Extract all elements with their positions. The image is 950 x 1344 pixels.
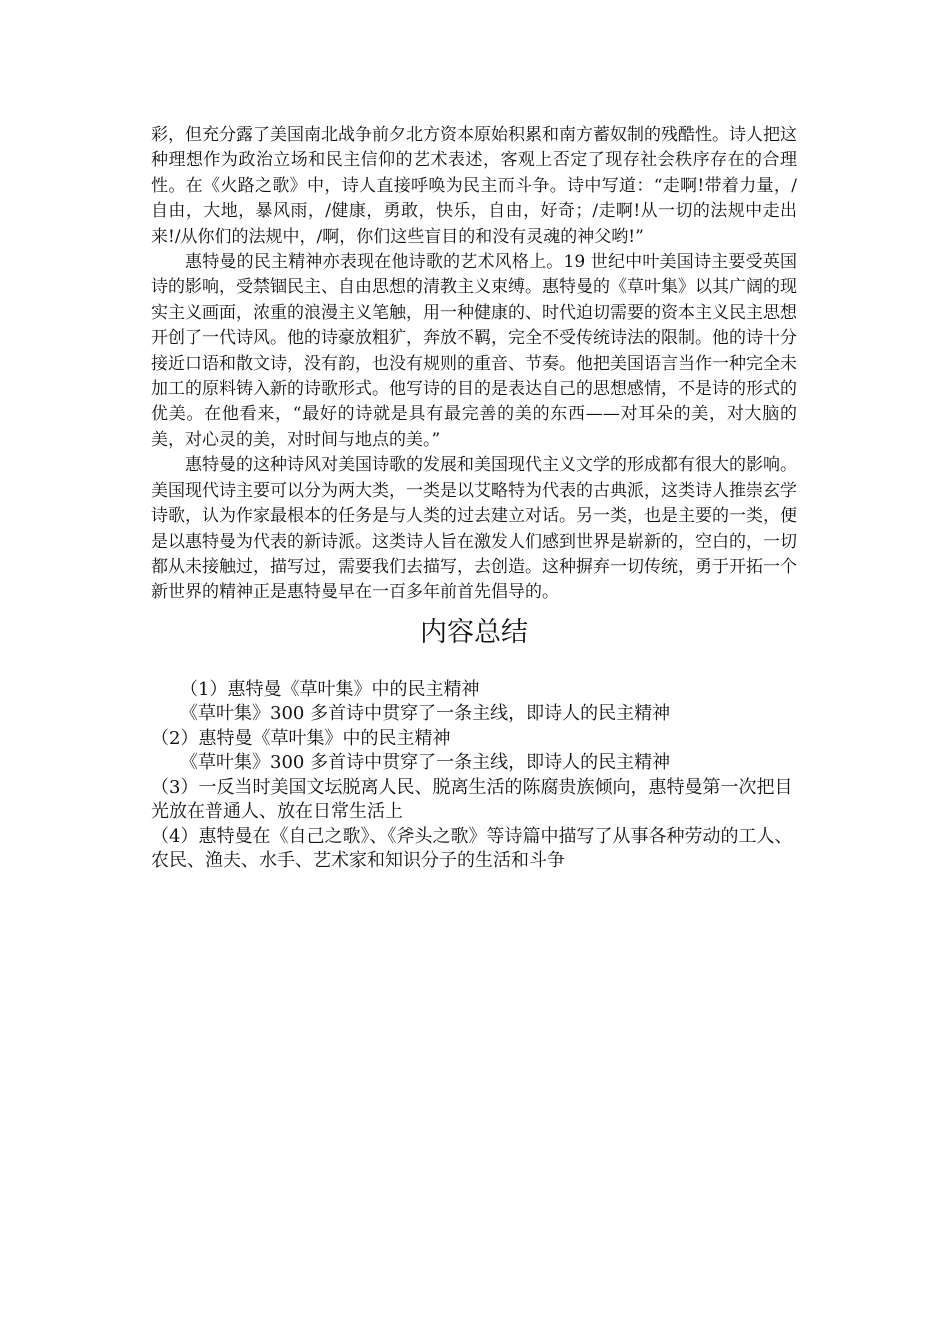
body-text: [151, 123, 797, 606]
summary-item-2-detail: 《草叶集》300 多首诗中贯穿了一条主线，即诗人的民主精神: [180, 752, 671, 774]
paragraph-2: 惠特曼的民主精神亦表现在他诗歌的艺术风格上。19 世纪中叶美国诗主要受英国诗的影响，受禁锢民主、自由思想的清教主义束缚。惠特曼的《草叶集》以其广阔的现实主义画面，浓重的浪漫主义笔触，用一种健康的、时代迫切需要的资本主义民主思想开创了一代诗风。他的诗豪放粗犷，奔放不羁，完全不受传统诗法的限制。他的诗十分接近口语和散文诗，没有韵，也没有规则的重音、节奏。他把美国语言当作一种完全未加工的原料铸入新的诗歌形式。他写诗的目的是表达自己的思想感情，不是诗的形式的优美。在他看来，“最好的诗就是具有最完善的美的东西——对耳朵的美，对大脑的美，对心灵的美，对时间与地点的美。”: [151, 252, 797, 450]
paragraph-3: 惠特曼的这种诗风对美国诗歌的发展和美国现代主义文学的形成都有很大的影响。美国现代诗主要可以分为两大类，一类是以艾略特为代表的古典派，这类诗人推崇玄学诗歌，认为作家最根本的任务是与人类的过去建立对话。另一类，也是主要的一类，便是以惠特曼为代表的新诗派。这类诗人旨在激发人们感到世界是崭新的，空白的，一切都从未接触过，描写过，需要我们去描写，去创造。这种摒弃一切传统，勇于开拓一个新世界的精神正是惠特曼早在一百多年前首先倡导的。: [151, 455, 797, 603]
summary-item-3: （3）一反当时美国文坛脱离人民、脱离生活的陈腐贵族倾向，惠特曼第一次把目光放在普通人、放在日常生活上: [151, 776, 793, 823]
summary-item-1-detail: 《草叶集》300 多首诗中贯穿了一条主线，即诗人的民主精神: [180, 703, 671, 725]
summary-item-4: （4）惠特曼在《自己之歌》、《斧头之歌》等诗篇中描写了从事各种劳动的工人、农民、渔夫、水手、艺术家和知识分子的生活和斗争: [151, 825, 793, 872]
summary-item-2: （2）惠特曼《草叶集》中的民主精神: [151, 727, 451, 749]
summary-item-1: （1）惠特曼《草叶集》中的民主精神: [180, 678, 480, 700]
summary-list: [151, 678, 797, 874]
paragraph-1: 彩，但充分露了美国南北战争前夕北方资本原始积累和南方蓄奴制的残酷性。诗人把这种理想作为政治立场和民主信仰的艺术表述，客观上否定了现存社会秩序存在的合理性。在《火路之歌》中，诗人直接呼唤为民主而斗争。诗中写道：“走啊!带着力量，/自由，大地，暴风雨，/健康，勇敢，快乐，自由，好奇；/走啊!从一切的法规中走出来!/从你们的法规中，/啊，你们这些盲目的和没有灵魂的神父哟!”: [151, 125, 797, 247]
document-page: [151, 123, 797, 874]
summary-title: 内容总结: [420, 616, 528, 648]
